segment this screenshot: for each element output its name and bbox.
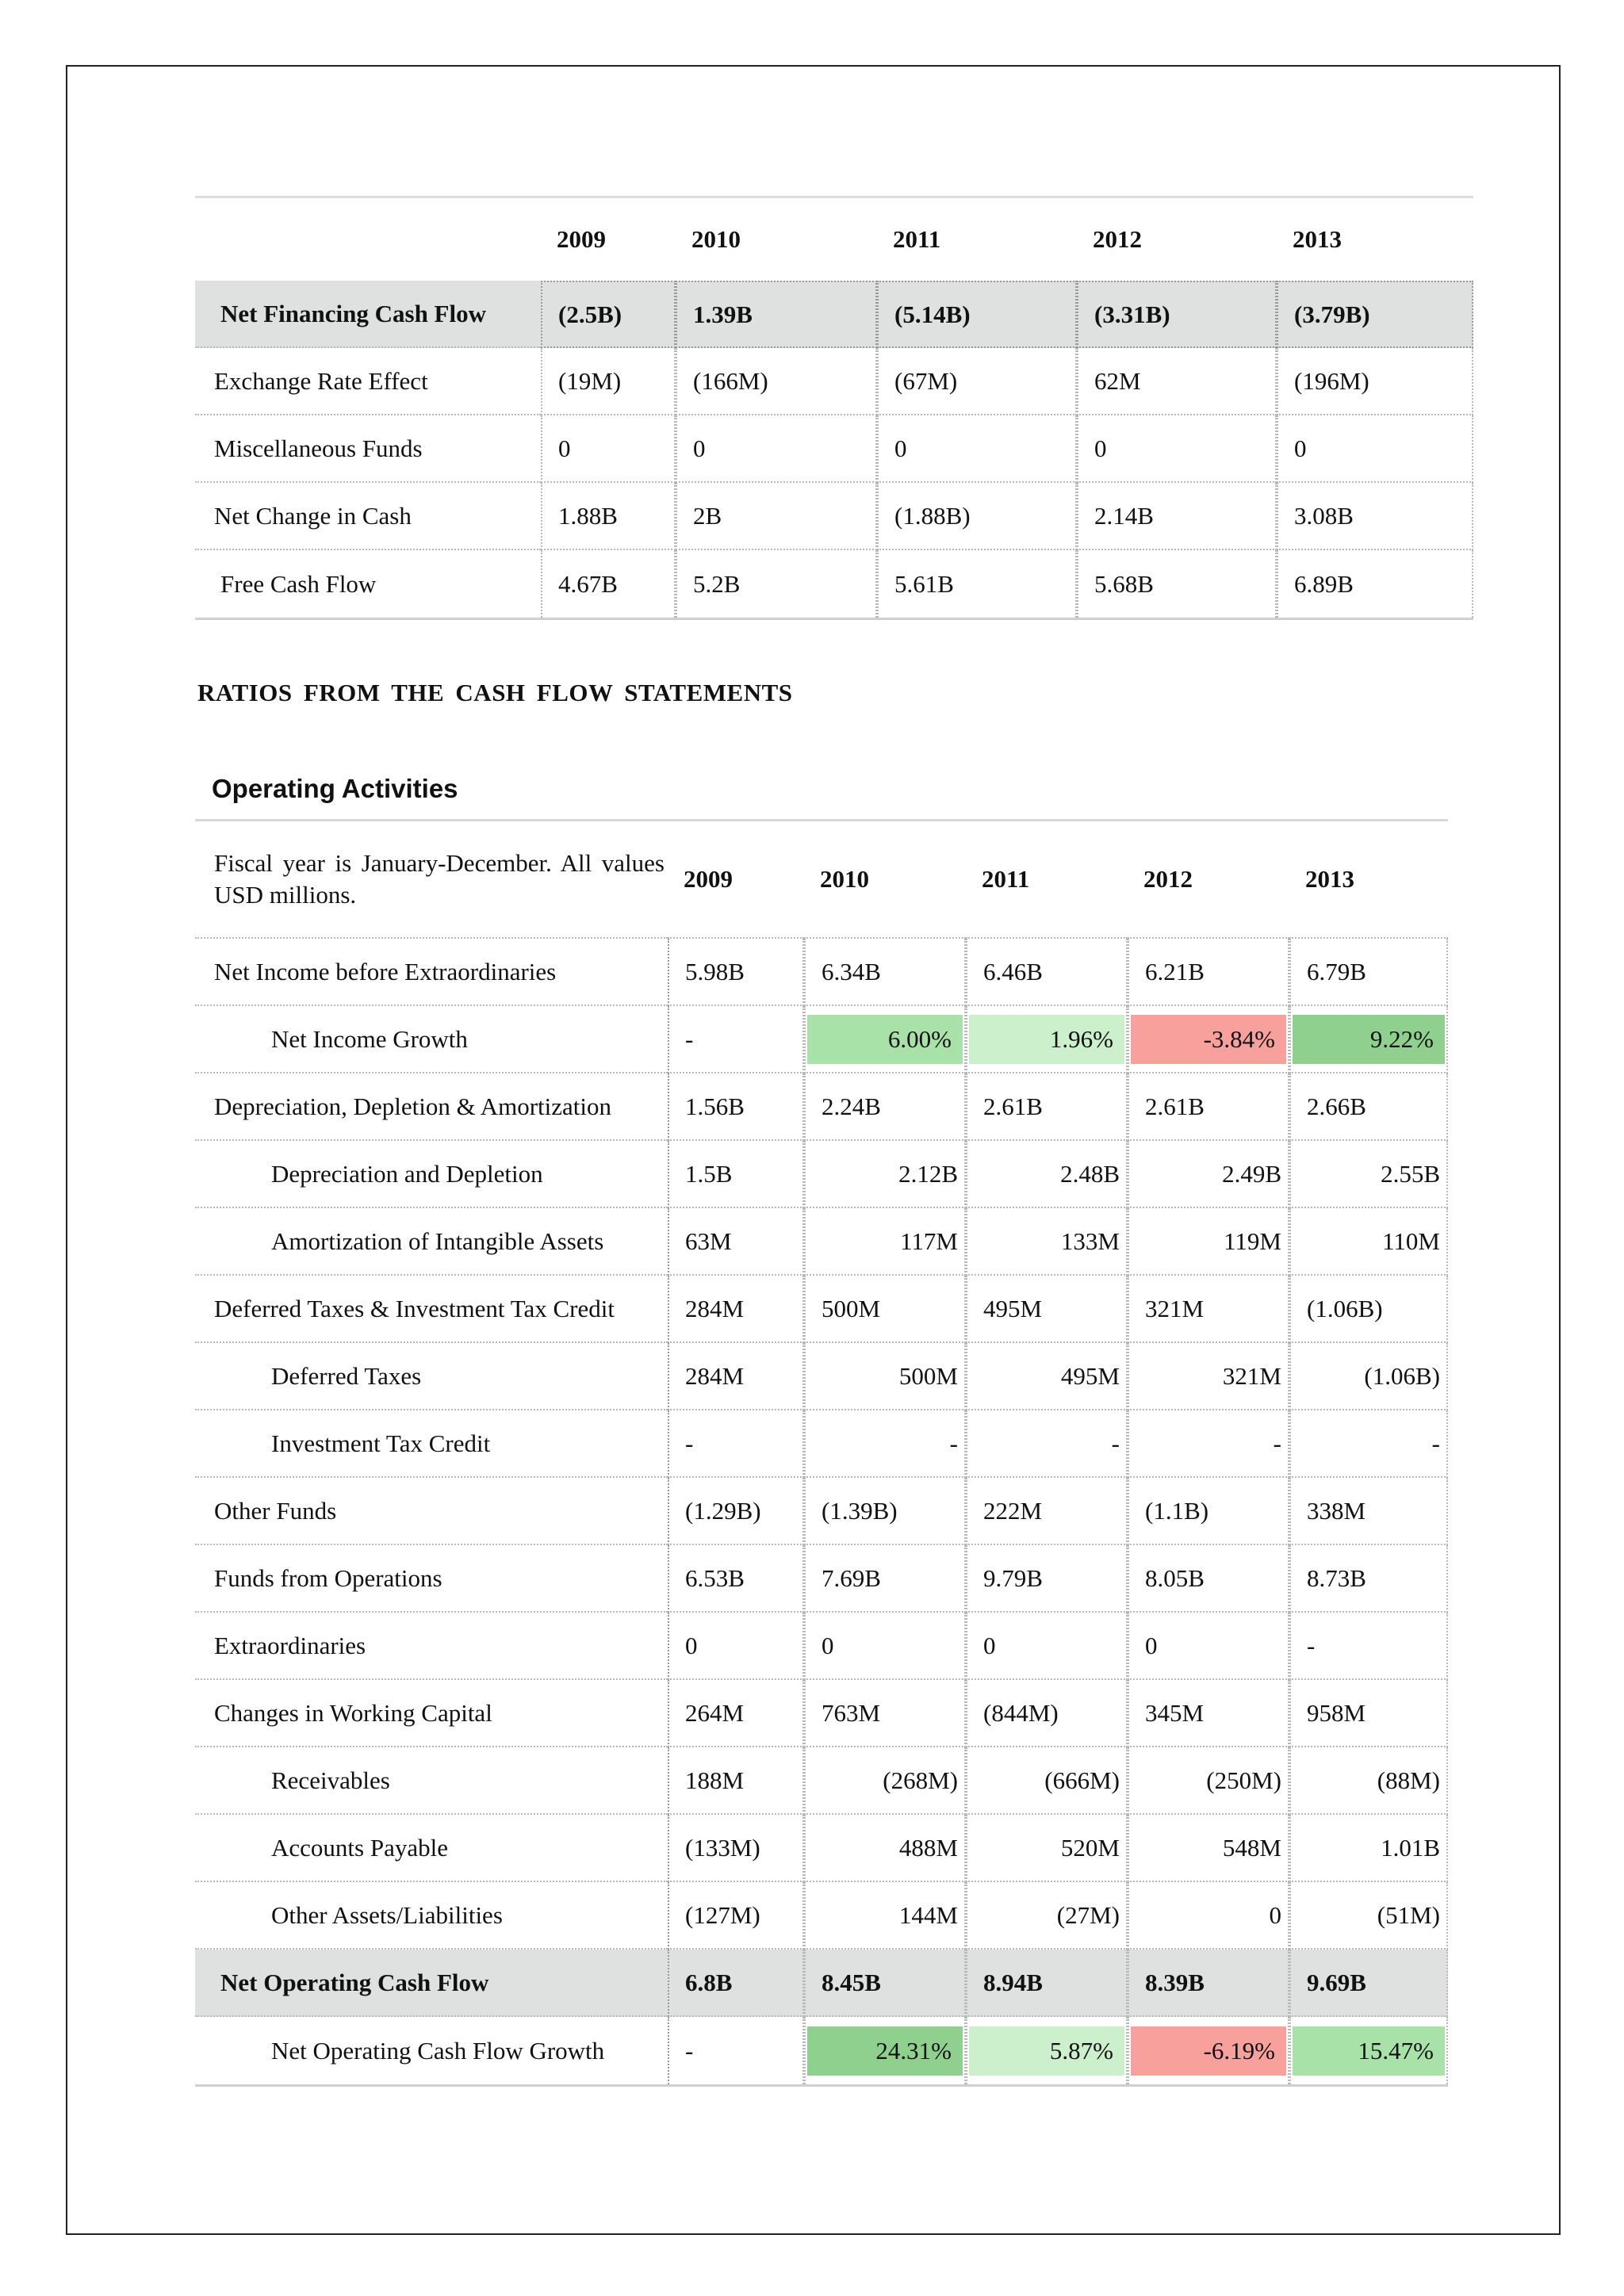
cell-value: 958M xyxy=(1289,1680,1448,1747)
growth-cell xyxy=(1289,1006,1448,1073)
cell-value: 2.12B xyxy=(804,1141,966,1208)
cell-value: 0 xyxy=(1077,415,1277,483)
row-label: Net Income Growth xyxy=(195,1006,668,1073)
cell-value: 0 xyxy=(1128,1613,1289,1680)
table-row xyxy=(195,415,1473,483)
row-label: Other Funds xyxy=(195,1478,668,1545)
year-header: 2010 xyxy=(691,225,741,253)
cell-value: 1.5B xyxy=(668,1141,804,1208)
cell-value: 5.68B xyxy=(1077,550,1277,618)
cell-value: 284M xyxy=(668,1343,804,1410)
cell-value: - xyxy=(804,1410,966,1478)
cell-value: - xyxy=(668,2017,804,2084)
cell-value: 1.88B xyxy=(541,483,676,550)
section-heading: RATIOS FROM THE CASH FLOW STATEMENTS xyxy=(197,679,793,706)
table-row xyxy=(195,1006,1448,1073)
cell-value: 119M xyxy=(1128,1208,1289,1276)
cell-value: 1.56B xyxy=(668,1073,804,1141)
cell-value: 284M xyxy=(668,1276,804,1343)
row-label: Depreciation, Depletion & Amortization xyxy=(195,1073,668,1141)
row-label: Other Assets/Liabilities xyxy=(195,1882,668,1950)
cell-value: 2.48B xyxy=(966,1141,1128,1208)
cell-value: 495M xyxy=(966,1276,1128,1343)
cell-value: 8.05B xyxy=(1128,1545,1289,1613)
table-row xyxy=(195,1882,1448,1950)
table-row xyxy=(195,1410,1448,1478)
table-row xyxy=(195,939,1448,1006)
cell-value: 1.39B xyxy=(676,281,877,348)
cell-value: 9.79B xyxy=(966,1545,1128,1613)
row-label: Net Operating Cash Flow Growth xyxy=(271,2036,605,2064)
row-label: Funds from Operations xyxy=(195,1545,668,1613)
cell-value: (127M) xyxy=(668,1882,804,1950)
cell-value: 7.69B xyxy=(804,1545,966,1613)
cell-value: (268M) xyxy=(804,1747,966,1815)
growth-cell xyxy=(804,2017,966,2084)
cell-value: 188M xyxy=(668,1747,804,1815)
cell-value: 6.46B xyxy=(966,939,1128,1006)
cell-value: 5.61B xyxy=(877,550,1077,618)
cell-value: 1.96% xyxy=(969,1015,1124,1064)
year-header: 2010 xyxy=(804,821,966,939)
year-header: 2011 xyxy=(893,225,941,253)
cell-value: 24.31% xyxy=(807,2026,963,2076)
cell-value: (3.79B) xyxy=(1277,281,1473,348)
growth-cell xyxy=(804,1006,966,1073)
cell-value: 0 xyxy=(541,415,676,483)
cell-value: (67M) xyxy=(877,348,1077,415)
cell-value: 0 xyxy=(1128,1882,1289,1950)
cell-value: 6.34B xyxy=(804,939,966,1006)
cell-value: 144M xyxy=(804,1882,966,1950)
row-label: Amortization of Intangible Assets xyxy=(195,1208,668,1276)
cell-value: 5.87% xyxy=(969,2026,1124,2076)
cell-value: - xyxy=(1289,1410,1448,1478)
table-row xyxy=(195,1073,1448,1141)
table-row xyxy=(195,483,1473,550)
cell-value: 5.2B xyxy=(676,550,877,618)
growth-cell xyxy=(1128,2017,1289,2084)
cell-value: (51M) xyxy=(1289,1882,1448,1950)
cell-value: (250M) xyxy=(1128,1747,1289,1815)
cell-value: - xyxy=(1128,1410,1289,1478)
cell-value: 8.45B xyxy=(804,1950,966,2017)
cell-value: (27M) xyxy=(966,1882,1128,1950)
row-label: Receivables xyxy=(195,1747,668,1815)
row-label: Net Change in Cash xyxy=(195,483,541,550)
cell-value: 500M xyxy=(804,1276,966,1343)
cell-value: 117M xyxy=(804,1208,966,1276)
row-label: Deferred Taxes & Investment Tax Credit xyxy=(195,1276,668,1343)
cell-value: 0 xyxy=(877,415,1077,483)
cell-value: (3.31B) xyxy=(1077,281,1277,348)
cell-value: (1.06B) xyxy=(1289,1343,1448,1410)
cell-value: 264M xyxy=(668,1680,804,1747)
cell-value: 2.24B xyxy=(804,1073,966,1141)
cell-value: 4.67B xyxy=(541,550,676,618)
cell-value: 1.01B xyxy=(1289,1815,1448,1882)
cell-value: 2.55B xyxy=(1289,1141,1448,1208)
cell-value: 2.61B xyxy=(1128,1073,1289,1141)
cell-value: - xyxy=(966,1410,1128,1478)
table-row xyxy=(195,348,1473,415)
cell-value: 2B xyxy=(676,483,877,550)
cell-value: 8.94B xyxy=(966,1950,1128,2017)
cell-value: 488M xyxy=(804,1815,966,1882)
cell-value: 222M xyxy=(966,1478,1128,1545)
growth-cell xyxy=(1289,2017,1448,2084)
operating-header-row xyxy=(195,821,1448,939)
table-row xyxy=(195,1276,1448,1343)
row-label: Extraordinaries xyxy=(195,1613,668,1680)
table-row xyxy=(195,1208,1448,1276)
row-label: Changes in Working Capital xyxy=(195,1680,668,1747)
cell-value: (1.29B) xyxy=(668,1478,804,1545)
cell-value: 520M xyxy=(966,1815,1128,1882)
cell-value: 321M xyxy=(1128,1343,1289,1410)
cell-value: 0 xyxy=(668,1613,804,1680)
cell-value: 2.14B xyxy=(1077,483,1277,550)
cell-value: (1.06B) xyxy=(1289,1276,1448,1343)
cell-value: 63M xyxy=(668,1208,804,1276)
cell-value: 338M xyxy=(1289,1478,1448,1545)
year-header: 2009 xyxy=(668,821,804,939)
row-label: Depreciation and Depletion xyxy=(195,1141,668,1208)
growth-cell xyxy=(966,1006,1128,1073)
cell-value: (196M) xyxy=(1277,348,1473,415)
cell-value: 0 xyxy=(676,415,877,483)
cell-value: 9.69B xyxy=(1289,1950,1448,2017)
cell-value: 133M xyxy=(966,1208,1128,1276)
row-label: Net Income before Extraordinaries xyxy=(195,939,668,1006)
cell-value: (844M) xyxy=(966,1680,1128,1747)
cell-value: - xyxy=(668,1006,804,1073)
financing-table xyxy=(195,196,1473,620)
cell-value: 5.98B xyxy=(668,939,804,1006)
cell-value: (19M) xyxy=(541,348,676,415)
cell-value: 2.61B xyxy=(966,1073,1128,1141)
table-row xyxy=(195,1478,1448,1545)
financing-header-row xyxy=(195,198,1473,281)
cell-value: 321M xyxy=(1128,1276,1289,1343)
cell-value: (1.39B) xyxy=(804,1478,966,1545)
table-row xyxy=(195,1141,1448,1208)
year-header: 2012 xyxy=(1093,225,1142,253)
cell-value: 62M xyxy=(1077,348,1277,415)
cell-value: 6.89B xyxy=(1277,550,1473,618)
operating-table xyxy=(195,819,1448,2087)
cell-value: 6.00% xyxy=(807,1015,963,1064)
cell-value: (133M) xyxy=(668,1815,804,1882)
table-row xyxy=(195,1343,1448,1410)
cell-value: 345M xyxy=(1128,1680,1289,1747)
cell-value: (5.14B) xyxy=(877,281,1077,348)
cell-value: 6.79B xyxy=(1289,939,1448,1006)
cell-value: 500M xyxy=(804,1343,966,1410)
cell-value: 3.08B xyxy=(1277,483,1473,550)
table-row xyxy=(195,1950,1448,2017)
growth-cell xyxy=(966,2017,1128,2084)
year-header: 2013 xyxy=(1289,821,1448,939)
cell-value: (1.1B) xyxy=(1128,1478,1289,1545)
table-row xyxy=(195,1545,1448,1613)
cell-value: 0 xyxy=(966,1613,1128,1680)
table-row xyxy=(195,1747,1448,1815)
year-header: 2011 xyxy=(966,821,1128,939)
row-label: Deferred Taxes xyxy=(195,1343,668,1410)
cell-value: (2.5B) xyxy=(541,281,676,348)
table-row xyxy=(195,550,1473,618)
growth-cell xyxy=(1128,1006,1289,1073)
table-row xyxy=(195,1680,1448,1747)
cell-value: - xyxy=(668,1410,804,1478)
year-header: 2009 xyxy=(557,225,606,253)
cell-value: -3.84% xyxy=(1131,1015,1286,1064)
row-label: Miscellaneous Funds xyxy=(195,415,541,483)
cell-value: 8.39B xyxy=(1128,1950,1289,2017)
cell-value: 0 xyxy=(1277,415,1473,483)
cell-value: 8.73B xyxy=(1289,1545,1448,1613)
cell-value: (1.88B) xyxy=(877,483,1077,550)
cell-value: - xyxy=(1289,1613,1448,1680)
row-label: Investment Tax Credit xyxy=(195,1410,668,1478)
row-label: Free Cash Flow xyxy=(220,569,377,598)
table-row xyxy=(195,281,1473,348)
cell-value: 110M xyxy=(1289,1208,1448,1276)
year-header: 2012 xyxy=(1128,821,1289,939)
cell-value: (88M) xyxy=(1289,1747,1448,1815)
subsection-heading: Operating Activities xyxy=(212,774,458,803)
cell-value: 495M xyxy=(966,1343,1128,1410)
cell-value: 6.21B xyxy=(1128,939,1289,1006)
cell-value: 6.8B xyxy=(668,1950,804,2017)
cell-value: 763M xyxy=(804,1680,966,1747)
cell-value: -6.19% xyxy=(1131,2026,1286,2076)
cell-value: 6.53B xyxy=(668,1545,804,1613)
row-label: Net Operating Cash Flow xyxy=(195,1950,668,2017)
year-header: 2013 xyxy=(1293,225,1342,253)
table-row xyxy=(195,2017,1448,2084)
cell-value: 9.22% xyxy=(1293,1015,1445,1064)
cell-value: 15.47% xyxy=(1293,2026,1445,2076)
fiscal-year-note: Fiscal year is January-December. All values USD millions. xyxy=(195,821,668,939)
cell-value: 2.66B xyxy=(1289,1073,1448,1141)
cell-value: (666M) xyxy=(966,1747,1128,1815)
row-label: Exchange Rate Effect xyxy=(195,348,541,415)
table-row xyxy=(195,1815,1448,1882)
header-empty xyxy=(195,198,541,281)
table-row xyxy=(195,1613,1448,1680)
cell-value: 548M xyxy=(1128,1815,1289,1882)
cell-value: 2.49B xyxy=(1128,1141,1289,1208)
row-label: Net Financing Cash Flow xyxy=(195,281,541,348)
cell-value: (166M) xyxy=(676,348,877,415)
row-label: Accounts Payable xyxy=(195,1815,668,1882)
cell-value: 0 xyxy=(804,1613,966,1680)
